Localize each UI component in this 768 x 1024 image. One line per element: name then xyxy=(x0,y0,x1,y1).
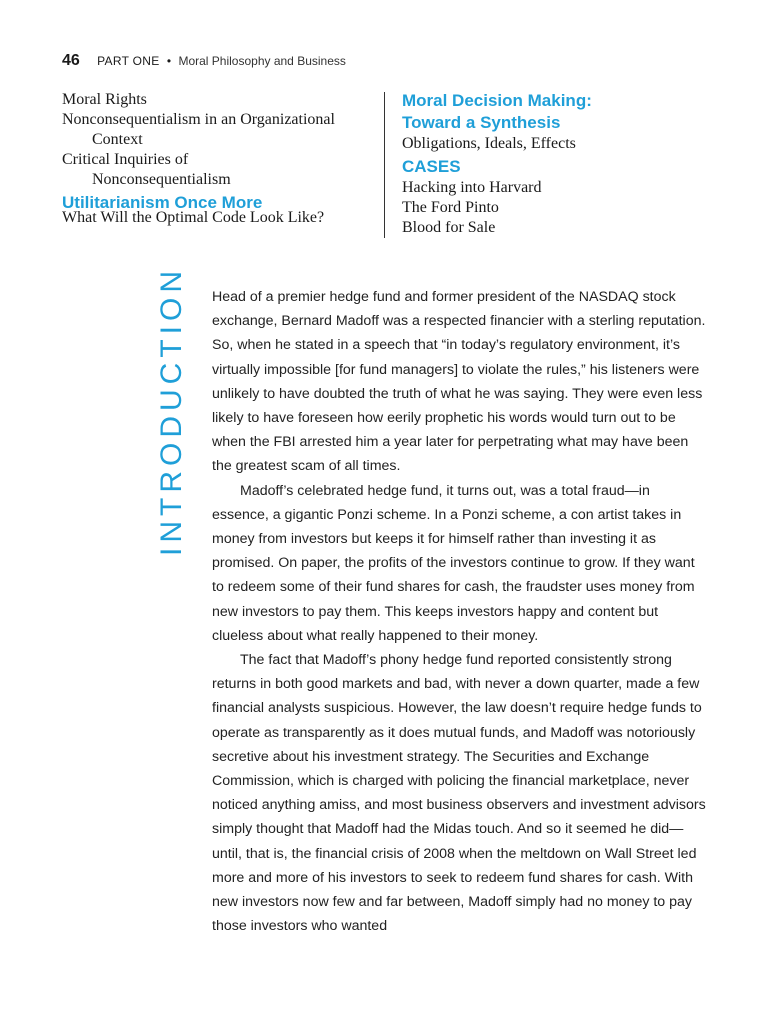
outline-item: Critical Inquiries of xyxy=(62,151,189,168)
paragraph: Madoff’s celebrated hedge fund, it turns out, was a total fraud—in essence, a gigantic Ponzi scheme. In a Ponzi scheme, a con artist takes in money from investors but keeps it for himself rather than investing it as promised. On paper, the profits of the investors continue to grow. If they want to redeem some of their fund shares for cash, the fraudster uses money from new investors to pay them. This keeps investors happy and content but clueless about what really happened to their money. xyxy=(212,482,695,644)
outline-section-heading: Moral Decision Making: xyxy=(402,91,592,110)
outline-section-heading: Toward a Synthesis xyxy=(402,113,561,132)
paragraph: The fact that Madoff’s phony hedge fund reported consistently strong returns in both good markets and bad, with never a down quarter, made a few financial analysts suspicious. However, the law doesn’t require hedge funds to operate as transparently as it does mutual funds, and Madoff was notoriously secretive about his investment strategy. The Securities and Exchange Commission, which is charged with policing the financial marketplace, never noticed anything amiss, and most business observers and investment advisors simply thought that Madoff had the Midas touch. And so it seemed he did—until, that is, the financial crisis of 2008 when the meltdown on Wall Street led more and more of his investors to seek to redeem fund shares for cash. With new investors now few and far between, Madoff simply had no money to pay those investors who wanted xyxy=(212,652,706,935)
body-text xyxy=(212,285,708,938)
outline-item: Nonconsequentialism in an Organizational xyxy=(62,111,335,128)
introduction-label: INTRODUCTION xyxy=(155,266,188,556)
case-item: The Ford Pinto xyxy=(402,199,499,216)
outline-item: Context xyxy=(92,131,143,148)
outline-divider xyxy=(384,92,385,238)
case-item: Blood for Sale xyxy=(402,219,496,236)
part-label: PART ONE xyxy=(97,54,160,68)
case-item: Hacking into Harvard xyxy=(402,179,542,196)
chapter-outline-right xyxy=(402,90,762,238)
outline-item: What Will the Optimal Code Look Like? xyxy=(62,209,325,226)
chapter-outline-left xyxy=(62,90,382,228)
outline-item: Obligations, Ideals, Effects xyxy=(402,135,576,152)
outline-item: Nonconsequentialism xyxy=(92,171,231,188)
running-header xyxy=(62,52,346,70)
paragraph: Head of a premier hedge fund and former president of the NASDAQ stock exchange, Bernard Madoff was a respected financier with a sterling reputation. So, when he stated in a speech that “in today’s regulatory environment, it’s virtually impossible [for fund managers] to violate the rules,” his listeners were unlikely to have doubted the truth of what he was saying. They were even less likely to have foreseen how eerily prophetic his words would turn out to be when the FBI arrested him a year later for perpetrating what may have been the greatest scam of all times. xyxy=(212,289,706,475)
page-number: 46 xyxy=(62,52,80,69)
book-title: Moral Philosophy and Business xyxy=(178,54,346,68)
header-bullet: • xyxy=(166,54,172,68)
outline-section-heading: Utilitarianism Once More xyxy=(62,193,263,212)
outline-item: Moral Rights xyxy=(62,91,147,108)
cases-heading: CASES xyxy=(402,157,461,176)
